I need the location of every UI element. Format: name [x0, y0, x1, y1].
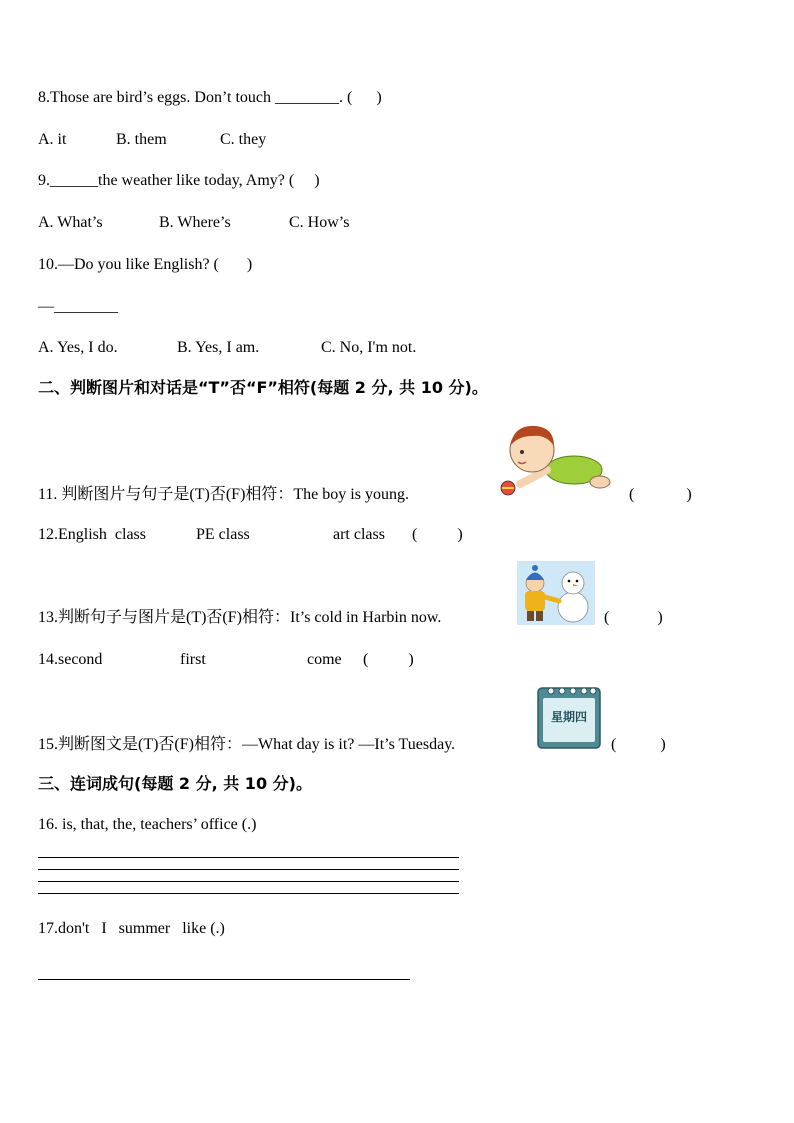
- q9-stem: 9.______the weather like today, Amy? ( ): [38, 172, 320, 189]
- calendar-icon: [536, 684, 602, 750]
- q10-option-a: A. Yes, I do.: [38, 339, 118, 356]
- q12-item-2: PE class: [196, 526, 250, 543]
- q14-item-3: come: [307, 651, 342, 668]
- q13-answer-paren[interactable]: ( ): [604, 609, 663, 626]
- q12-item-3: art class: [333, 526, 385, 543]
- q8-stem: 8.Those are bird’s eggs. Don’t touch ________. ( ): [38, 89, 382, 106]
- q16-answer-line-4[interactable]: [38, 893, 459, 894]
- q12-answer-paren[interactable]: ( ): [412, 526, 463, 543]
- q17-text: 17.don't I summer like (.): [38, 920, 225, 937]
- calendar-label: 星期四: [550, 710, 587, 724]
- q9-option-a: A. What’s: [38, 214, 103, 231]
- q8-option-b: B. them: [116, 131, 167, 148]
- q17-answer-line[interactable]: [38, 979, 410, 980]
- q16-answer-line-1[interactable]: [38, 857, 459, 858]
- q12-item-1: 12.English class: [38, 526, 146, 543]
- section2-heading: 二、判断图片和对话是“T”否“F”相符(每题 2 分, 共 10 分)。: [38, 378, 488, 397]
- crawling-baby-icon: [492, 420, 612, 502]
- q9-option-c: C. How’s: [289, 214, 350, 231]
- q9-option-b: B. Where’s: [159, 214, 231, 231]
- q16-text: 16. is, that, the, teachers’ office (.): [38, 816, 257, 833]
- q14-answer-paren[interactable]: ( ): [363, 651, 414, 668]
- q8-option-a: A. it: [38, 131, 67, 148]
- q10-stem: 10.—Do you like English? ( ): [38, 256, 253, 273]
- q16-answer-line-2[interactable]: [38, 869, 459, 870]
- q14-item-2: first: [180, 651, 206, 668]
- q11-answer-paren[interactable]: ( ): [629, 486, 692, 503]
- q13-text: 13.判断句子与图片是(T)否(F)相符：It’s cold in Harbin now.: [38, 609, 442, 626]
- q8-option-c: C. they: [220, 131, 267, 148]
- q11-text: 11. 判断图片与句子是(T)否(F)相符：The boy is young.: [38, 486, 409, 503]
- section3-heading: 三、连词成句(每题 2 分, 共 10 分)。: [38, 774, 312, 793]
- q14-item-1: 14.second: [38, 651, 103, 668]
- q10-option-c: C. No, I'm not.: [321, 339, 417, 356]
- q15-answer-paren[interactable]: ( ): [611, 736, 666, 753]
- q10-option-b: B. Yes, I am.: [177, 339, 260, 356]
- q15-text: 15.判断图文是(T)否(F)相符：—What day is it? —It’s Tuesday.: [38, 736, 456, 753]
- q10-answer-line: —________: [38, 298, 118, 315]
- child-with-snowman-icon: [517, 561, 595, 625]
- q16-answer-line-3[interactable]: [38, 881, 459, 882]
